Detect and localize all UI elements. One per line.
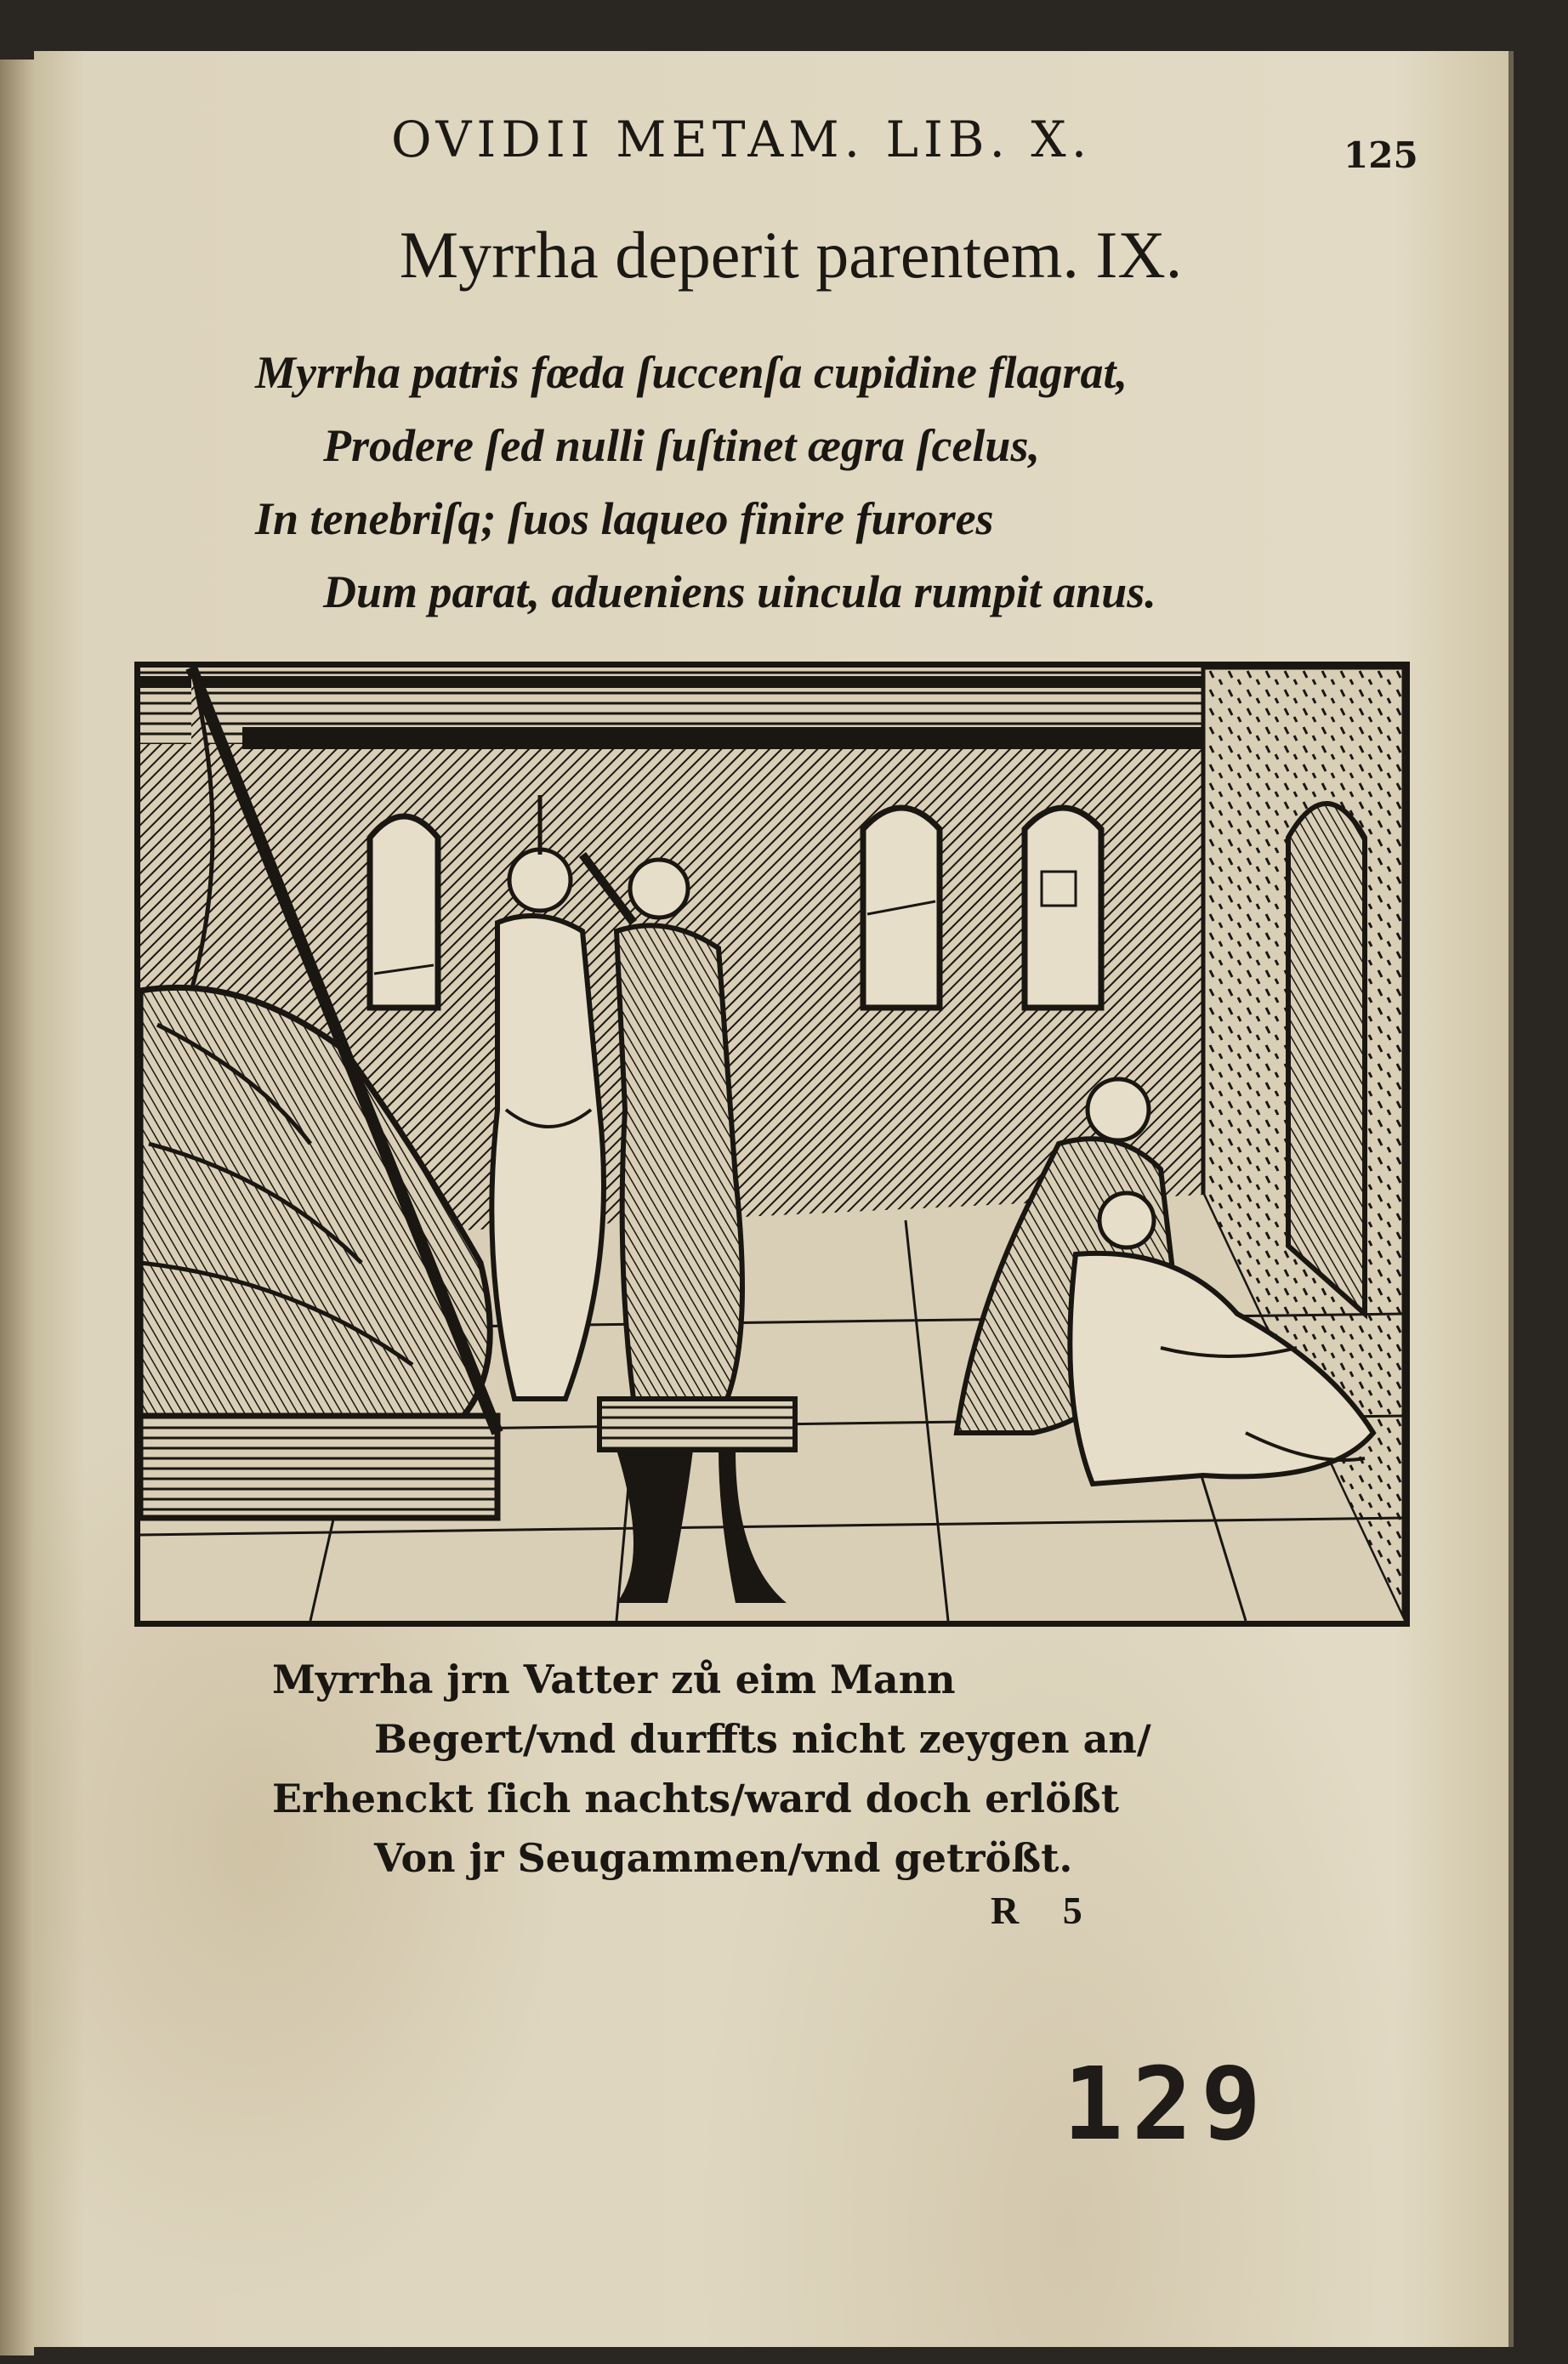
german-verse-line: Von jr Seugammen/vnd getrößt. (374, 1835, 1073, 1881)
window (1025, 808, 1101, 1008)
latin-verse-line: Myrrha patris fœda ſuccenſa cupidine flagrat, (255, 347, 1128, 398)
woodcut-illustration (134, 662, 1410, 1627)
folio-number: 125 (1344, 134, 1418, 176)
running-title: OVIDII METAM. LIB. X. (391, 111, 1093, 168)
book-page (34, 51, 1514, 2347)
german-verse-line: Begert/vnd durffts nicht zeygen an/ (374, 1716, 1151, 1762)
german-verse (272, 1650, 1151, 1888)
signature-mark: R 5 (991, 1889, 1082, 1932)
german-verse-line: Erhenckt ſich nachts/ward doch erlößt (272, 1776, 1119, 1821)
german-verse-line: Myrrha jrn Vatter zů eim Mann (272, 1657, 956, 1702)
latin-verse-line: In tenebriſq; ſuos laqueo finire furores (255, 493, 994, 544)
latin-verse-line: Dum parat, adueniens uincula rumpit anus. (323, 566, 1156, 617)
latin-verse-line: Prodere ſed nulli ſuſtinet ægra ſcelus, (323, 420, 1040, 471)
latin-verse (255, 336, 1156, 628)
woodcut-scene (140, 668, 1404, 1621)
page-title: Myrrha deperit parentem. IX. (399, 218, 1183, 292)
previous-page-edge (0, 60, 34, 2355)
stamped-page-number: 129 (1063, 2045, 1270, 2162)
window (863, 808, 940, 1008)
window (370, 816, 438, 1008)
